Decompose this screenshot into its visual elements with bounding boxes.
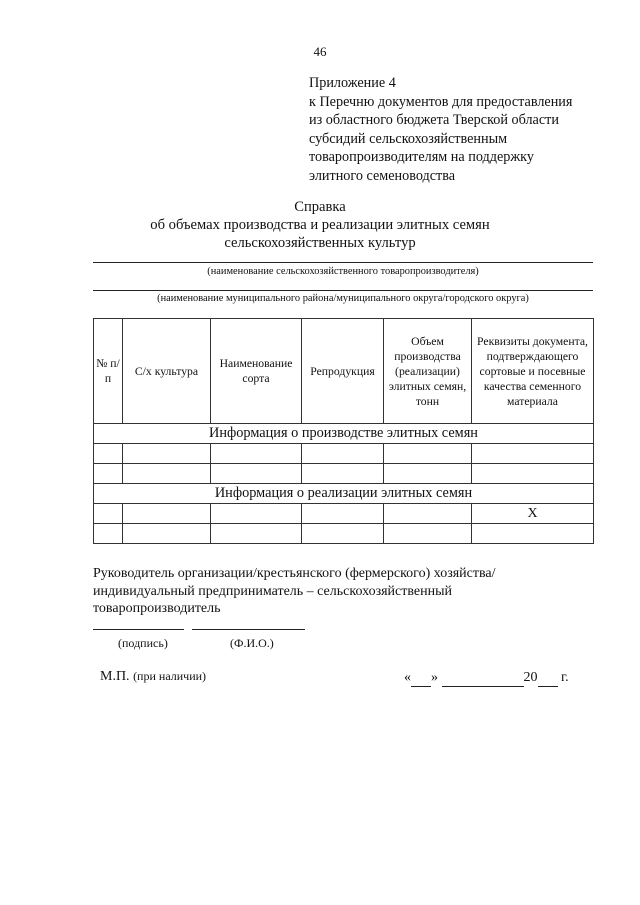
table-cell[interactable] xyxy=(123,504,211,524)
title-line-3: сельскохозяйственных культур xyxy=(224,235,416,251)
table-cell[interactable] xyxy=(94,464,123,484)
table-cell[interactable] xyxy=(302,444,384,464)
table-cell[interactable] xyxy=(211,524,302,544)
col-header-document: Реквизиты документа, подтверждающего сортовые и посевные качества семенного материала xyxy=(472,319,594,424)
x-mark-cell: X xyxy=(472,504,594,524)
section-row-production xyxy=(94,424,594,444)
appendix-line: Приложение 4 xyxy=(309,75,396,91)
section-title-production: Информация о производстве элитных семян xyxy=(94,424,594,444)
section-row-sales xyxy=(94,484,594,504)
table-header-row xyxy=(94,319,594,424)
table-cell[interactable] xyxy=(384,464,472,484)
table-cell[interactable] xyxy=(94,504,123,524)
year-suffix: г. xyxy=(561,670,569,685)
appendix-line: к Перечню документов для предоставления xyxy=(309,93,573,110)
title-line-1: Справка xyxy=(294,199,346,215)
appendix-line: субсидий сельскохозяйственным xyxy=(309,130,508,147)
document-title xyxy=(80,198,560,252)
table-row xyxy=(94,504,594,524)
table-cell[interactable] xyxy=(384,504,472,524)
col-header-volume: Объем производства (реализации) элитных семян, тонн xyxy=(384,319,472,424)
stamp-text: М.П. xyxy=(100,669,130,684)
month-blank[interactable] xyxy=(442,670,524,687)
col-header-variety: Наименование сорта xyxy=(211,319,302,424)
year-prefix: 20 xyxy=(523,670,538,685)
date-quote-close: » xyxy=(431,670,438,685)
title-line-2: об объемах производства и реализации элитных семян xyxy=(150,217,490,233)
full-name-caption: (Ф.И.О.) xyxy=(230,636,274,650)
table-cell[interactable] xyxy=(472,444,594,464)
signatory-line: Руководитель организации/крестьянского (фермерского) хозяйства/ xyxy=(93,566,496,581)
stamp-note: (при наличии) xyxy=(133,669,207,683)
signature-caption: (подпись) xyxy=(118,636,168,650)
signatory-line: товаропроизводитель xyxy=(93,601,221,616)
appendix-line: товаропроизводителям на поддержку xyxy=(309,149,534,166)
table-cell[interactable] xyxy=(472,464,594,484)
table-cell[interactable] xyxy=(472,524,594,544)
signature-line xyxy=(93,629,184,630)
date-field xyxy=(404,670,604,687)
table-row xyxy=(94,464,594,484)
table-cell[interactable] xyxy=(211,504,302,524)
day-blank[interactable] xyxy=(411,670,431,687)
table-cell[interactable] xyxy=(384,444,472,464)
table-cell[interactable] xyxy=(211,444,302,464)
year-blank[interactable] xyxy=(538,670,558,687)
signatory-title xyxy=(93,565,613,618)
page-number: 46 xyxy=(313,44,327,59)
district-name-line xyxy=(93,290,593,291)
table-cell[interactable] xyxy=(211,464,302,484)
seed-table xyxy=(93,318,594,544)
date-quote-open: « xyxy=(404,670,411,685)
signatory-line: индивидуальный предприниматель – сельскохозяйственный xyxy=(93,583,452,599)
table-cell[interactable] xyxy=(123,444,211,464)
appendix-line: элитного семеноводства xyxy=(309,167,456,184)
col-header-number: № п/п xyxy=(94,319,123,424)
table-cell[interactable] xyxy=(94,444,123,464)
table-cell[interactable] xyxy=(123,464,211,484)
appendix-line: из областного бюджета Тверской области xyxy=(309,112,559,129)
table-cell[interactable] xyxy=(302,464,384,484)
producer-caption: (наименование сельскохозяйственного товаропроизводителя) xyxy=(207,266,479,277)
full-name-line xyxy=(192,629,305,630)
appendix-note xyxy=(309,74,629,186)
table-cell[interactable] xyxy=(302,524,384,544)
section-title-sales: Информация о реализации элитных семян xyxy=(94,484,594,504)
col-header-crop: С/х культура xyxy=(123,319,211,424)
table-cell[interactable] xyxy=(94,524,123,544)
table-cell[interactable] xyxy=(384,524,472,544)
table-cell[interactable] xyxy=(302,504,384,524)
producer-name-line xyxy=(93,262,593,263)
district-caption: (наименование муниципального района/муниципального округа/городского округа) xyxy=(157,293,529,304)
table-cell[interactable] xyxy=(123,524,211,544)
stamp-label xyxy=(100,669,206,685)
col-header-reproduction: Репродукция xyxy=(302,319,384,424)
table-row xyxy=(94,444,594,464)
table-row xyxy=(94,524,594,544)
